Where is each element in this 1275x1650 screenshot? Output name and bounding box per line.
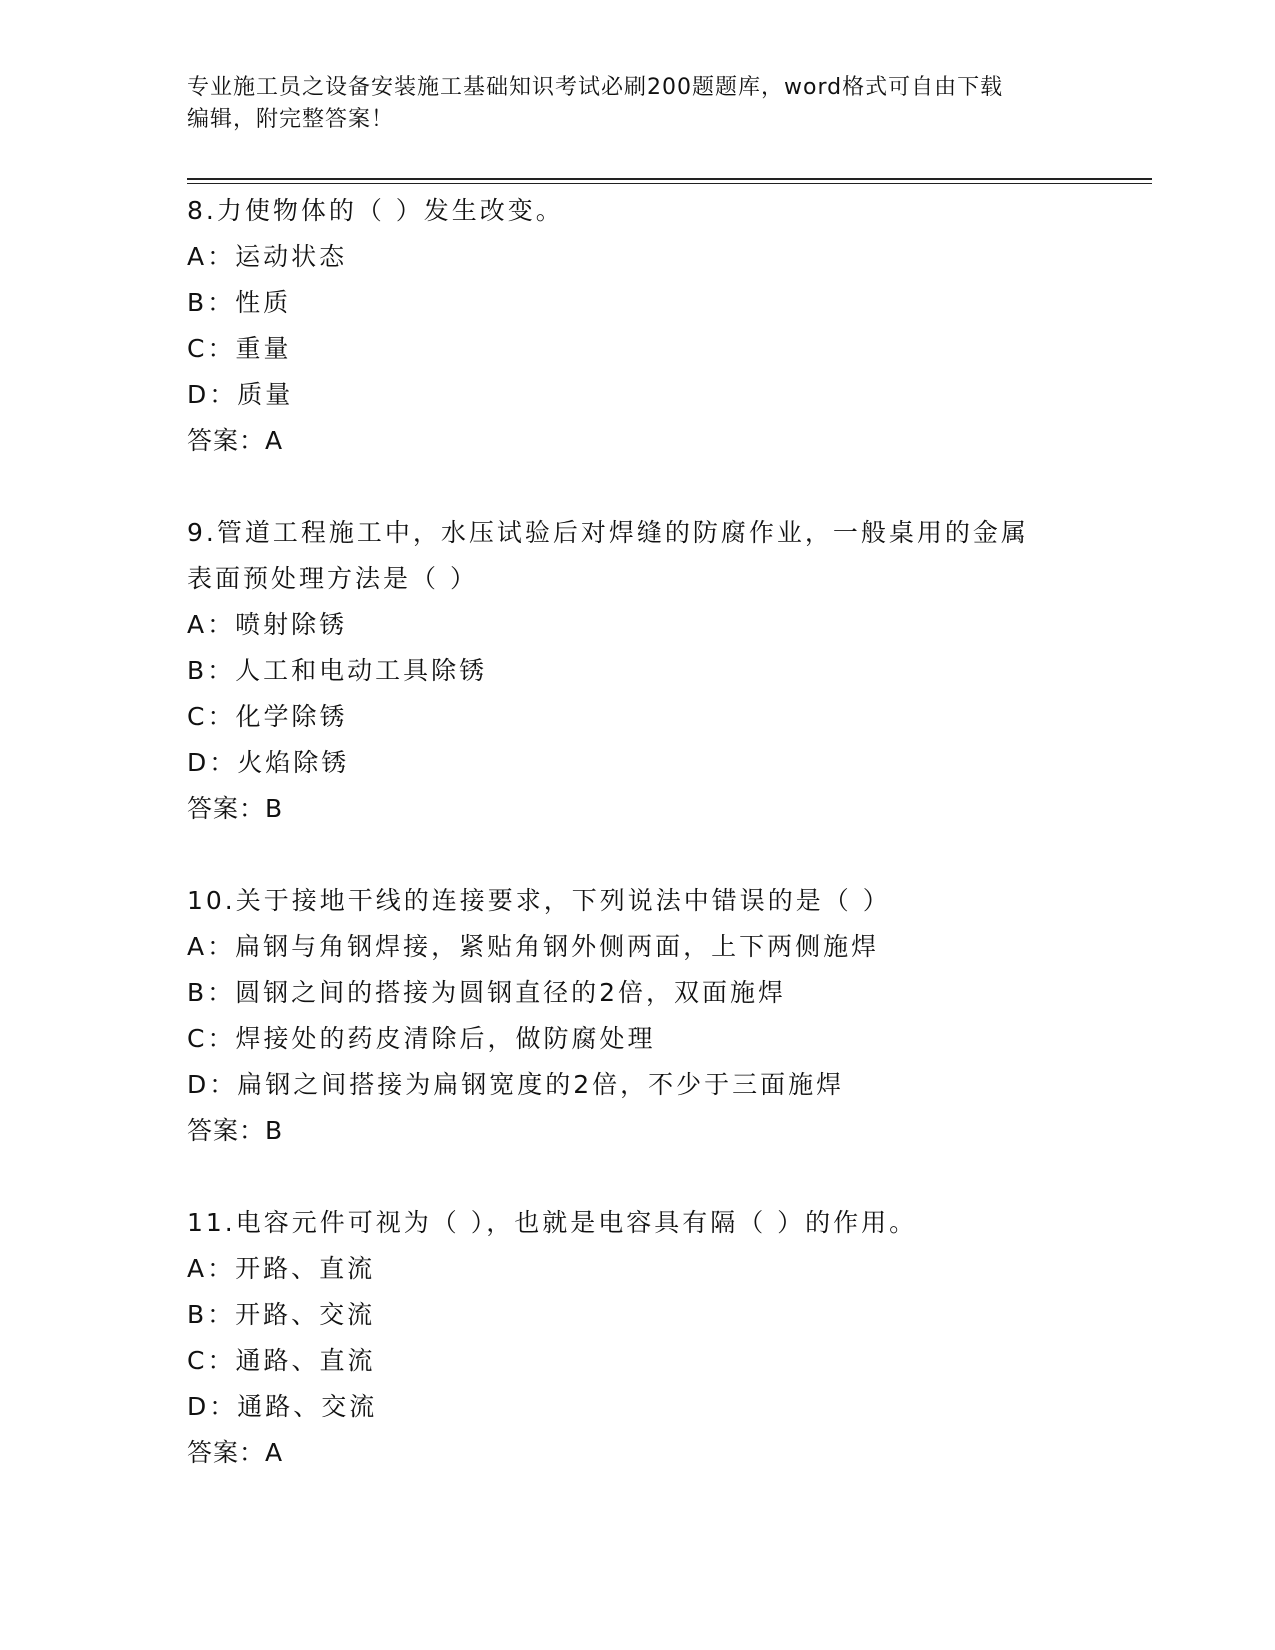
answer-line: 答案：A <box>187 426 284 455</box>
option-c: C：焊接处的药皮清除后，做防腐处理 <box>187 1024 656 1053</box>
question-item <box>187 188 1152 464</box>
option-b: B：人工和电动工具除锈 <box>187 656 488 685</box>
option-c: C：重量 <box>187 334 292 363</box>
option-d: D：通路、交流 <box>187 1392 378 1421</box>
option-c: C：通路、直流 <box>187 1346 376 1375</box>
header-line-1: 专业施工员之设备安装施工基础知识考试必刷200题题库，word格式可自由下载 <box>187 75 1004 100</box>
question-item <box>187 1200 1152 1476</box>
option-b: B：性质 <box>187 288 292 317</box>
question-text-line-1: 9.管道工程施工中，水压试验后对焊缝的防腐作业，一般桌用的金属 <box>187 518 1029 547</box>
question-text-line-2: 表面预处理方法是（ ） <box>187 564 478 593</box>
option-d: D：扁钢之间搭接为扁钢宽度的2倍，不少于三面施焊 <box>187 1070 845 1099</box>
option-d: D：质量 <box>187 380 294 409</box>
question-text: 10.关于接地干线的连接要求，下列说法中错误的是（ ） <box>187 886 891 915</box>
question-list <box>187 188 1152 1476</box>
answer-line: 答案：B <box>187 1116 284 1145</box>
spacer <box>187 1154 1152 1200</box>
header-divider-thick <box>187 178 1152 180</box>
option-a: A：运动状态 <box>187 242 348 271</box>
answer-line: 答案：B <box>187 794 284 823</box>
question-item <box>187 878 1152 1154</box>
option-d: D：火焰除锈 <box>187 748 350 777</box>
header-line-2: 编辑，附完整答案！ <box>187 107 395 132</box>
option-b: B：圆钢之间的搭接为圆钢直径的2倍，双面施焊 <box>187 978 787 1007</box>
document-header <box>187 72 1087 136</box>
option-a: A：扁钢与角钢焊接，紧贴角钢外侧两面，上下两侧施焊 <box>187 932 880 961</box>
answer-line: 答案：A <box>187 1438 284 1467</box>
spacer <box>187 464 1152 510</box>
question-text: 11.电容元件可视为（ ），也就是电容具有隔（ ）的作用。 <box>187 1208 918 1237</box>
option-b: B：开路、交流 <box>187 1300 376 1329</box>
question-text: 8.力使物体的（ ）发生改变。 <box>187 196 564 225</box>
option-a: A：喷射除锈 <box>187 610 348 639</box>
header-divider-thin <box>187 183 1152 184</box>
question-item <box>187 510 1152 832</box>
option-c: C：化学除锈 <box>187 702 348 731</box>
option-a: A：开路、直流 <box>187 1254 376 1283</box>
spacer <box>187 832 1152 878</box>
